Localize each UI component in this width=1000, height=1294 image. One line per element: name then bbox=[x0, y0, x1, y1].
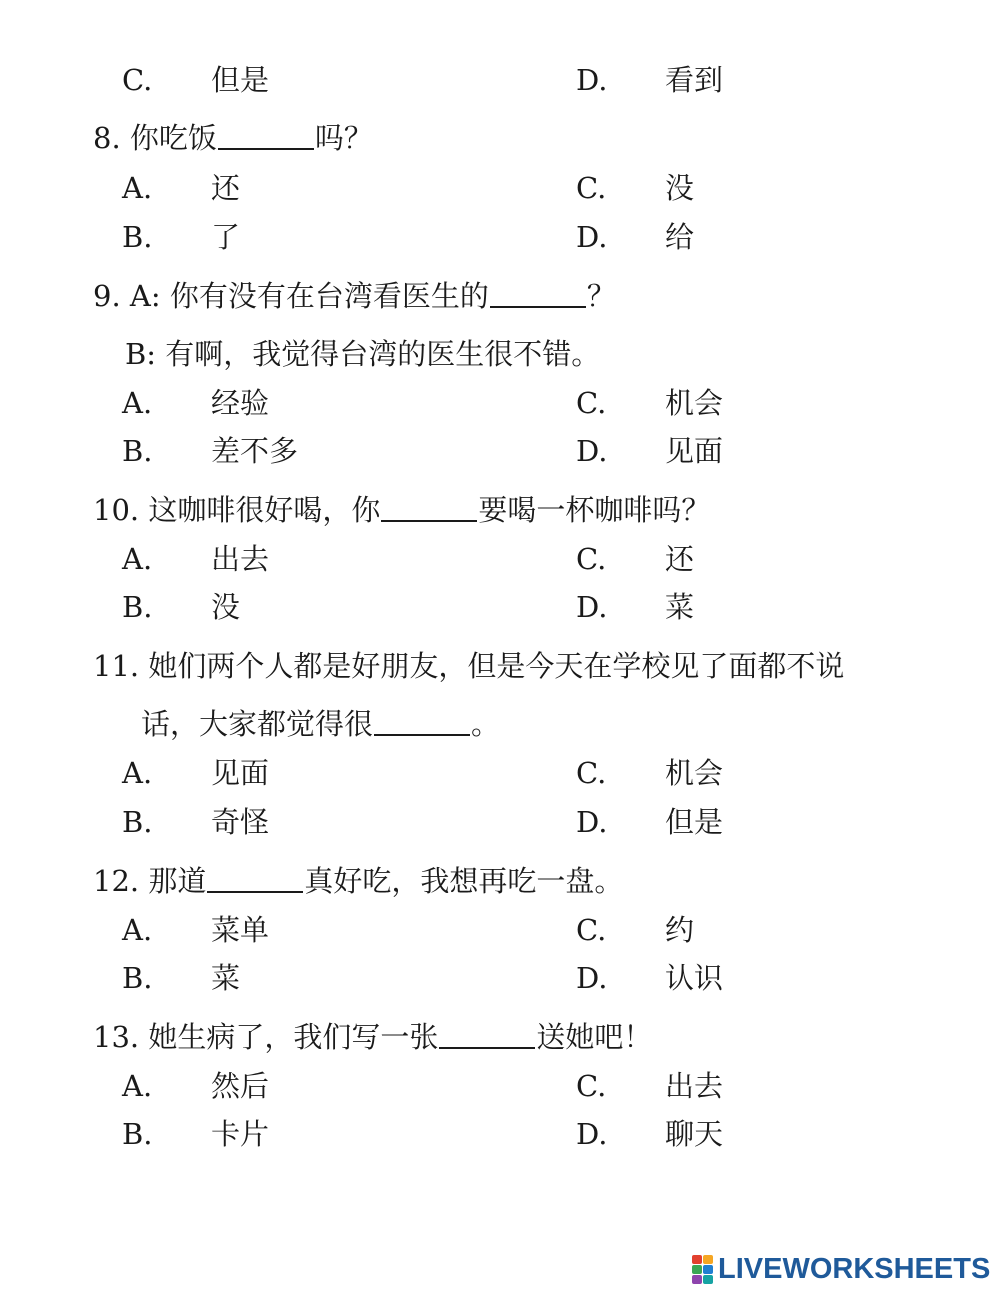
option-c-text[interactable]: 出去 bbox=[665, 1069, 724, 1103]
option-d-letter: D. bbox=[576, 805, 608, 839]
option-a-letter: A. bbox=[122, 1069, 153, 1103]
option-a-text[interactable]: 出去 bbox=[211, 542, 270, 576]
logo-tile bbox=[692, 1265, 702, 1274]
option-b-letter: B. bbox=[122, 590, 153, 624]
option-b-text[interactable]: 奇怪 bbox=[211, 805, 270, 839]
question-10-prompt: 10. 这咖啡很好喝，你 要喝一杯咖啡吗？ bbox=[93, 493, 711, 527]
question-12-prompt: 12. 那道 真好吃，我想再吃一盘。 bbox=[93, 864, 624, 898]
option-b-text[interactable]: 卡片 bbox=[211, 1117, 270, 1151]
option-c-letter: C. bbox=[576, 386, 607, 420]
answer-blank[interactable] bbox=[207, 863, 303, 893]
option-c-letter: C. bbox=[576, 542, 607, 576]
option-d-letter: D. bbox=[576, 63, 608, 97]
question-9-response: B: 有啊，我觉得台湾的医生很不错。 bbox=[125, 337, 601, 371]
option-c-text[interactable]: 还 bbox=[665, 542, 695, 576]
option-d-text[interactable]: 聊天 bbox=[665, 1117, 724, 1151]
logo-tile bbox=[703, 1255, 713, 1264]
option-b-text[interactable]: 差不多 bbox=[211, 434, 299, 468]
option-a-letter: A. bbox=[122, 913, 153, 947]
option-d-text[interactable]: 菜 bbox=[665, 590, 695, 624]
option-d-text[interactable]: 认识 bbox=[665, 961, 724, 995]
option-d-text[interactable]: 见面 bbox=[665, 434, 724, 468]
option-a-text[interactable]: 然后 bbox=[211, 1069, 270, 1103]
option-d-text[interactable]: 看到 bbox=[665, 63, 724, 97]
option-a-letter: A. bbox=[122, 542, 153, 576]
liveworksheets-logo-icon bbox=[692, 1255, 714, 1283]
option-d-letter: D. bbox=[576, 590, 608, 624]
option-b-letter: B. bbox=[122, 1117, 153, 1151]
answer-blank[interactable] bbox=[490, 278, 586, 308]
option-b-letter: B. bbox=[122, 434, 153, 468]
option-a-text[interactable]: 经验 bbox=[211, 386, 270, 420]
question-8-prompt: 8. 你吃饭 吗？ bbox=[93, 121, 373, 155]
option-a-letter: A. bbox=[122, 386, 153, 420]
option-c-letter: C. bbox=[576, 1069, 607, 1103]
option-c-letter: C. bbox=[576, 171, 607, 205]
question-11-prompt-line2: 话，大家都觉得很 。 bbox=[141, 707, 501, 741]
logo-tile bbox=[703, 1265, 713, 1274]
option-a-letter: A. bbox=[122, 171, 153, 205]
option-c-letter: C. bbox=[122, 63, 153, 97]
option-c-text[interactable]: 机会 bbox=[665, 386, 724, 420]
answer-blank[interactable] bbox=[218, 120, 314, 150]
option-c-text[interactable]: 没 bbox=[665, 171, 695, 205]
option-d-text[interactable]: 给 bbox=[665, 220, 695, 254]
liveworksheets-logo-text: LIVEWORKSHEETS bbox=[718, 1253, 991, 1285]
option-c-text[interactable]: 机会 bbox=[665, 756, 724, 790]
question-11-prompt-line1: 11. 她们两个人都是好朋友，但是今天在学校见了面都不说 bbox=[93, 649, 845, 683]
option-a-letter: A. bbox=[122, 756, 153, 790]
option-d-letter: D. bbox=[576, 961, 608, 995]
question-9-prompt: 9. A: 你有没有在台湾看医生的 ？ bbox=[93, 279, 616, 313]
logo-tile bbox=[703, 1275, 713, 1284]
option-a-text[interactable]: 见面 bbox=[211, 756, 270, 790]
option-b-text[interactable]: 了 bbox=[211, 220, 241, 254]
logo-tile bbox=[692, 1255, 702, 1264]
option-b-text[interactable]: 菜 bbox=[211, 961, 241, 995]
answer-blank[interactable] bbox=[381, 492, 477, 522]
option-b-letter: B. bbox=[122, 961, 153, 995]
option-c-letter: C. bbox=[576, 913, 607, 947]
logo-tile bbox=[692, 1275, 702, 1284]
option-d-text[interactable]: 但是 bbox=[665, 805, 724, 839]
option-d-letter: D. bbox=[576, 220, 608, 254]
option-c-letter: C. bbox=[576, 756, 607, 790]
option-a-text[interactable]: 菜单 bbox=[211, 913, 270, 947]
option-b-letter: B. bbox=[122, 805, 153, 839]
liveworksheets-logo[interactable] bbox=[692, 1252, 990, 1286]
option-d-letter: D. bbox=[576, 1117, 608, 1151]
option-a-text[interactable]: 还 bbox=[211, 171, 241, 205]
question-13-prompt: 13. 她生病了，我们写一张 送她吧！ bbox=[93, 1020, 653, 1054]
answer-blank[interactable] bbox=[439, 1019, 535, 1049]
answer-blank[interactable] bbox=[374, 706, 470, 736]
option-b-letter: B. bbox=[122, 220, 153, 254]
option-b-text[interactable]: 没 bbox=[211, 590, 241, 624]
option-c-text[interactable]: 但是 bbox=[211, 63, 270, 97]
option-c-text[interactable]: 约 bbox=[665, 913, 695, 947]
option-d-letter: D. bbox=[576, 434, 608, 468]
